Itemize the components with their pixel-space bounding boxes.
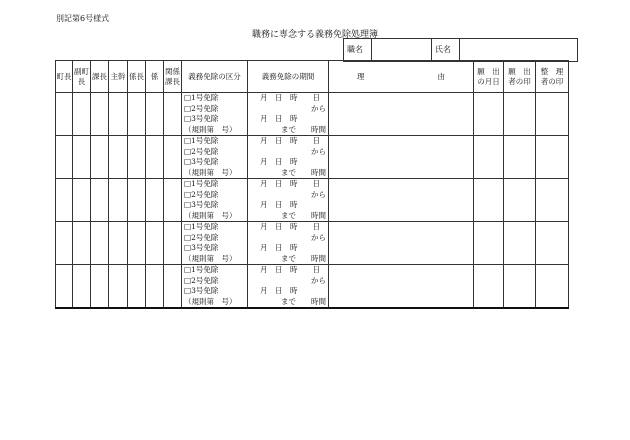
apply-date-cell[interactable] — [474, 179, 504, 222]
name-label: 氏名 — [432, 39, 460, 61]
category-option: （規則第 号） — [184, 124, 237, 134]
period-line: 月 日 時 — [260, 157, 298, 166]
period-line: から — [311, 103, 326, 113]
section-chief-seal-cell[interactable] — [91, 222, 109, 265]
identity-box — [343, 38, 578, 62]
header-reason: 理 由 — [329, 61, 474, 93]
header-period: 義務免除の期間 — [248, 61, 329, 93]
chief-seal-cell[interactable] — [56, 265, 73, 309]
category-option: （規則第 号） — [184, 167, 237, 177]
lead-seal-cell[interactable] — [109, 136, 128, 179]
period-line: から — [311, 232, 326, 242]
staff-seal-cell[interactable] — [146, 93, 164, 136]
period-line: 月 日 時 — [260, 286, 298, 295]
subsection-seal-cell[interactable] — [128, 136, 146, 179]
header-clerk-seal: 整 理 者の印 — [536, 61, 569, 93]
category-cell[interactable] — [182, 222, 248, 265]
period-line: から — [311, 189, 326, 199]
period-line: 月 日 時 — [260, 243, 298, 252]
apply-date-cell[interactable] — [474, 222, 504, 265]
apply-date-cell[interactable] — [474, 265, 504, 309]
period-cell[interactable] — [248, 179, 329, 222]
section-chief-seal-cell[interactable] — [91, 265, 109, 309]
reason-cell[interactable] — [329, 93, 474, 136]
related-seal-cell[interactable] — [164, 179, 182, 222]
deputy-seal-cell[interactable] — [73, 136, 91, 179]
clerk-seal-cell[interactable] — [536, 136, 569, 179]
related-seal-cell[interactable] — [164, 265, 182, 309]
category-option[interactable]: □3号免除 — [184, 157, 219, 166]
category-option[interactable]: □3号免除 — [184, 243, 219, 252]
category-option[interactable]: □1号免除 — [184, 93, 219, 102]
section-chief-seal-cell[interactable] — [91, 179, 109, 222]
section-chief-seal-cell[interactable] — [91, 93, 109, 136]
chief-seal-cell[interactable] — [56, 222, 73, 265]
reason-cell[interactable] — [329, 265, 474, 309]
category-cell[interactable] — [182, 265, 248, 309]
header-row — [56, 61, 569, 93]
post-field[interactable] — [372, 39, 432, 61]
apply-date-cell[interactable] — [474, 136, 504, 179]
chief-seal-cell[interactable] — [56, 93, 73, 136]
category-option[interactable]: □1号免除 — [184, 179, 219, 188]
document-title: 職務に専念する義務免除処理簿 — [251, 30, 378, 40]
header-subsection: 係長 — [128, 61, 146, 93]
header-apply-date: 願 出 の月日 — [474, 61, 504, 93]
category-option[interactable]: □3号免除 — [184, 114, 219, 123]
exemption-register-table — [55, 60, 569, 309]
deputy-seal-cell[interactable] — [73, 222, 91, 265]
related-seal-cell[interactable] — [164, 222, 182, 265]
deputy-seal-cell[interactable] — [73, 179, 91, 222]
category-option[interactable]: □3号免除 — [184, 200, 219, 209]
category-option[interactable]: □1号免除 — [184, 265, 219, 274]
lead-seal-cell[interactable] — [109, 93, 128, 136]
period-cell[interactable] — [248, 265, 329, 309]
period-line: まで 時間 — [281, 124, 326, 134]
header-category: 義務免除の区分 — [182, 61, 248, 93]
reason-cell[interactable] — [329, 222, 474, 265]
deputy-seal-cell[interactable] — [73, 93, 91, 136]
apply-date-cell[interactable] — [474, 93, 504, 136]
applicant-seal-cell[interactable] — [504, 222, 536, 265]
period-line: まで 時間 — [281, 167, 326, 177]
category-cell[interactable] — [182, 179, 248, 222]
period-line: まで 時間 — [281, 296, 326, 306]
related-seal-cell[interactable] — [164, 136, 182, 179]
clerk-seal-cell[interactable] — [536, 265, 569, 309]
category-option: （規則第 号） — [184, 253, 237, 263]
clerk-seal-cell[interactable] — [536, 179, 569, 222]
period-cell[interactable] — [248, 222, 329, 265]
category-option[interactable]: □2号免除 — [184, 103, 219, 113]
table-row — [56, 93, 569, 136]
clerk-seal-cell[interactable] — [536, 222, 569, 265]
name-field[interactable] — [460, 39, 577, 61]
table-row — [56, 136, 569, 179]
staff-seal-cell[interactable] — [146, 136, 164, 179]
period-cell[interactable] — [248, 136, 329, 179]
header-lead: 主幹 — [109, 61, 128, 93]
applicant-seal-cell[interactable] — [504, 136, 536, 179]
period-line: 月 日 時 日 — [260, 136, 320, 145]
reason-cell[interactable] — [329, 179, 474, 222]
period-line: まで 時間 — [281, 253, 326, 263]
subsection-seal-cell[interactable] — [128, 265, 146, 309]
header-applicant-seal: 願 出 者の印 — [504, 61, 536, 93]
category-cell[interactable] — [182, 136, 248, 179]
form-number-label: 別記第6号様式 — [56, 14, 110, 23]
lead-seal-cell[interactable] — [109, 265, 128, 309]
category-option[interactable]: □3号免除 — [184, 286, 219, 295]
chief-seal-cell[interactable] — [56, 179, 73, 222]
subsection-seal-cell[interactable] — [128, 179, 146, 222]
table-row — [56, 179, 569, 222]
period-line: 月 日 時 日 — [260, 179, 320, 188]
applicant-seal-cell[interactable] — [504, 93, 536, 136]
period-line: 月 日 時 — [260, 200, 298, 209]
chief-seal-cell[interactable] — [56, 136, 73, 179]
period-line: 月 日 時 日 — [260, 222, 320, 231]
related-seal-cell[interactable] — [164, 93, 182, 136]
header-staff: 係 — [146, 61, 164, 93]
category-option[interactable]: □2号免除 — [184, 146, 219, 156]
header-chief: 町長 — [56, 61, 73, 93]
section-chief-seal-cell[interactable] — [91, 136, 109, 179]
table-row — [56, 265, 569, 309]
header-deputy: 副町 長 — [73, 61, 91, 93]
category-option: （規則第 号） — [184, 210, 237, 220]
period-line: 月 日 時 — [260, 114, 298, 123]
period-line: から — [311, 275, 326, 285]
staff-seal-cell[interactable] — [146, 179, 164, 222]
category-option: （規則第 号） — [184, 296, 237, 306]
category-cell[interactable] — [182, 93, 248, 136]
table-row — [56, 222, 569, 265]
lead-seal-cell[interactable] — [109, 179, 128, 222]
subsection-seal-cell[interactable] — [128, 222, 146, 265]
header-related: 関係 課長 — [164, 61, 182, 93]
staff-seal-cell[interactable] — [146, 265, 164, 309]
category-option[interactable]: □2号免除 — [184, 189, 219, 199]
lead-seal-cell[interactable] — [109, 222, 128, 265]
clerk-seal-cell[interactable] — [536, 93, 569, 136]
period-line: まで 時間 — [281, 210, 326, 220]
category-option[interactable]: □2号免除 — [184, 232, 219, 242]
staff-seal-cell[interactable] — [146, 222, 164, 265]
deputy-seal-cell[interactable] — [73, 265, 91, 309]
category-option[interactable]: □2号免除 — [184, 275, 219, 285]
header-section-chief: 課長 — [91, 61, 109, 93]
post-label: 職名 — [344, 39, 372, 61]
applicant-seal-cell[interactable] — [504, 265, 536, 309]
period-cell[interactable] — [248, 93, 329, 136]
period-line: 月 日 時 日 — [260, 93, 320, 102]
period-line: から — [311, 146, 326, 156]
category-option[interactable]: □1号免除 — [184, 136, 219, 145]
applicant-seal-cell[interactable] — [504, 179, 536, 222]
reason-cell[interactable] — [329, 136, 474, 179]
category-option[interactable]: □1号免除 — [184, 222, 219, 231]
subsection-seal-cell[interactable] — [128, 93, 146, 136]
period-line: 月 日 時 日 — [260, 265, 320, 274]
